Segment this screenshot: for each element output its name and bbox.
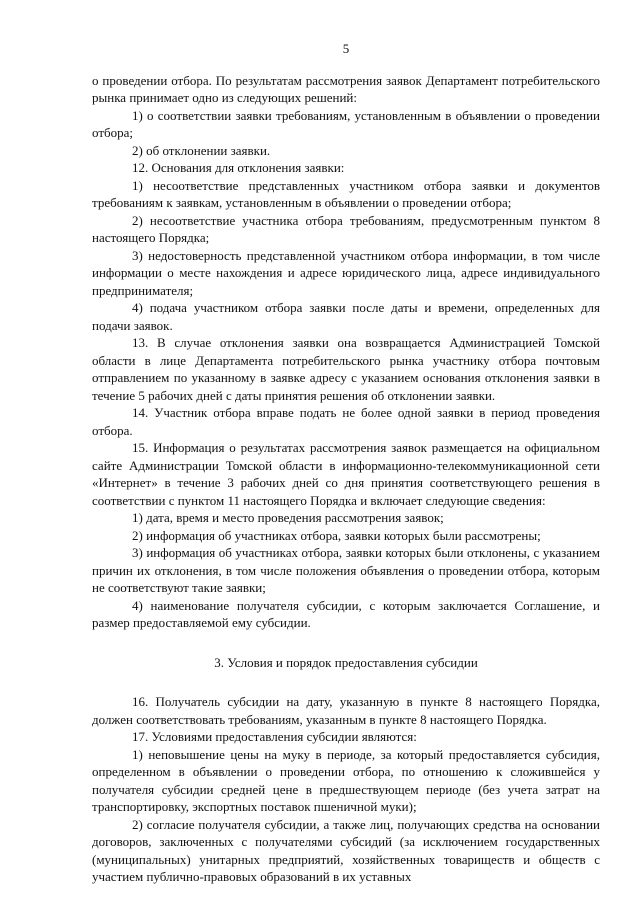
paragraph: о проведении отбора. По результатам рассмотрения заявок Департамент потребительского рынка принимает одно из следующих решений: <box>92 72 600 105</box>
paragraph: 12. Основания для отклонения заявки: <box>132 160 345 175</box>
paragraph: 4) подача участником отбора заявки после даты и времени, определенных для подачи заявок. <box>92 300 600 333</box>
paragraph: 13. В случае отклонения заявки она возвращается Администрацией Томской области в лице Департамента потребительского рынка участнику отбора почтовым отправлением по указанному в заявке адресу с указанием основания отклонения заявки в течение 5 рабочих дней с даты принятия решения об отклонении заявки. <box>92 335 600 403</box>
paragraph: 1) неповышение цены на муку в периоде, за который предоставляется субсидия, определенном в объявлении о проведении отбора, по отношению к сложившейся у получателя субсидии средней цене в предшествующем периоде (без учета затрат на транспортировку, экспортных поставок пшеничной муки); <box>92 746 600 814</box>
paragraph: 3) информация об участниках отбора, заявки которых были отклонены, с указанием причин их отклонения, в том числе положения объявления о проведении отбора, которым не соответствуют такие заявки; <box>92 545 600 595</box>
paragraph: 2) несоответствие участника отбора требованиям, предусмотренным пунктом 8 настоящего Порядка; <box>92 212 600 245</box>
text-block-top <box>92 72 600 632</box>
paragraph: 14. Участник отбора вправе подать не более одной заявки в период проведения отбора. <box>92 405 600 438</box>
page-number: 5 <box>342 41 350 56</box>
paragraph: 1) несоответствие представленных участником отбора заявки и документов требованиям к заявкам, установленным в объявлении о проведении отбора; <box>92 177 600 210</box>
paragraph: 1) о соответствии заявки требованиям, установленным в объявлении о проведении отбора; <box>92 107 600 140</box>
text-block-bottom <box>92 693 600 886</box>
paragraph: 4) наименование получателя субсидии, с которым заключается Соглашение, и размер предоставляемой ему субсидии. <box>92 597 600 630</box>
paragraph: 15. Информация о результатах рассмотрения заявок размещается на официальном сайте Администрации Томской области в информационно-телекоммуникационной сети «Интернет» в течение 3 рабочих дней со дня принятия соответствующего решения в соответствии с пунктом 11 настоящего Порядка и включает следующие сведения: <box>92 440 600 508</box>
paragraph: 1) дата, время и место проведения рассмотрения заявок; <box>132 510 444 525</box>
paragraph: 17. Условиями предоставления субсидии являются: <box>132 729 417 744</box>
paragraph: 2) согласие получателя субсидии, а также лиц, получающих средства на основании договоров, заключенных с получателями субсидий (за исключением государственных (муниципальных) унитарных предприятий, хозяйственных товариществ и обществ с участием публично-правовых образований в их уставных <box>92 816 600 884</box>
paragraph: 2) об отклонении заявки. <box>132 142 271 158</box>
section-heading: 3. Условия и порядок предоставления субсидии <box>214 654 478 670</box>
paragraph: 2) информация об участниках отбора, заявки которых были рассмотрены; <box>132 527 541 543</box>
paragraph: 3) недостоверность представленной участником отбора информации, в том числе информации о месте нахождения и адресе юридического лица, адресе индивидуального предпринимателя; <box>92 247 600 298</box>
paragraph: 16. Получатель субсидии на дату, указанную в пункте 8 настоящего Порядка, должен соответствовать требованиям, указанным в пункте 8 настоящего Порядка. <box>92 694 600 727</box>
